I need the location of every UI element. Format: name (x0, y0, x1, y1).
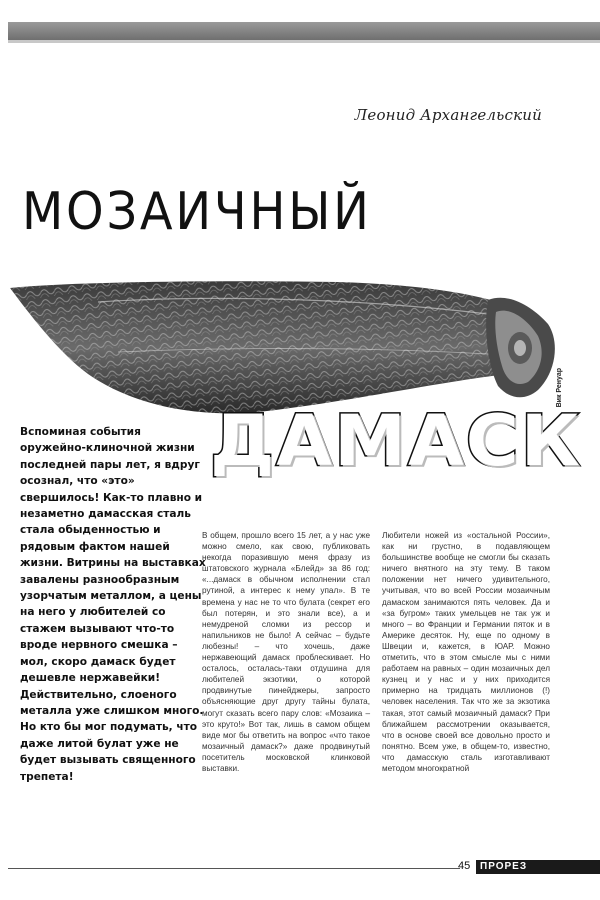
photo-credit: Вик Ренуар (556, 368, 563, 408)
article-column-3 (382, 530, 550, 774)
article-column-2 (202, 530, 370, 774)
magazine-name: ПРОРЕЗ (476, 860, 600, 874)
header-bar (8, 22, 600, 40)
author-name: Леонид Архангельский (354, 106, 542, 124)
page-number: 45 (458, 860, 471, 872)
column-3-text: Любители ножей из «остальной России», как ни грустно, в подавляющем большинстве вообще не смогли бы сказать ничего внятного на эту тему. В таком положении нет ничего удивительного, учитывая, что во всей России мозаичным дамаском занимаются пять человек. Да и «за бугром» таких умельцев не так уж и много – во Франции и Германии пяток и в Америке десяток. Ну, еще по одному в Швеции и, кажется, в ЮАР. Можно отметить, что в этом смысле мы с ними работаем на равных – один мозаичных дел кузнец и у нас и у них приходится примерно на тридцать миллионов (!) человек населения. Так что же за экзотика такая, этот самый мозаичный дамаск? При ближайшем рассмотрении оказывается, что в основе своей все довольно просто и понятно. Всем уже, в общем-то, известно, что дамасскую сталь изготавливают методом многократной (382, 531, 550, 773)
column-2-text: В общем, прошло всего 15 лет, а у нас уже можно смело, как свою, публиковать некогда поразившую меня фразу из штатовского журнала «Блейд» за 86 год: «...дамаск в обычном исполнении стал рутиной, а интерес к нему упал». В те времена у нас не то что булата (секрет его был потерян, и это знали все), а и немудреной сломки из рессор и напильников не было! А сейчас – будьте любезны! – что хочешь, даже нержавеющий дамаск проблескивает. Но осталось, осталась-таки отдушина для любителей экзотики, о которой продвинутые пинейджеры, запросто объясняющие друг другу тайны булата, могут сказать всего пару слов: «Мозаика – это круто!» Вот так, лишь в самом общем виде мог бы ответить на вопрос «что такое мозаичный дамаск?» даже продвинутый посетитель московской клинковой выставки. (202, 531, 370, 773)
title-line-1: МОЗАИЧНЫЙ (22, 182, 372, 242)
title-line-2: ДАМАСК (210, 400, 582, 482)
footer-rule (8, 868, 460, 869)
damascus-blade-photo (8, 262, 560, 422)
header-bar-underline (8, 40, 600, 43)
lead-paragraph: Вспоминая события оружейно-клиночной жизни последней пары лет, я вдруг осознал, что «это» свершилось! Как-то плавно и незаметно дамасская сталь стала обыденностью и рядовым фактом нашей жизни. Витрины на выставках завалены разнообразным узорчатым металлом, а цены на него у любителей со стажем вызывают что-то вроде нервного смешка – мол, скоро дамаск будет дешевле нержавейки! Действительно, слоеного металла уже слишком много. Но кто бы мог подумать, что даже литой булат уже не будет вызывать священного трепета! (20, 426, 206, 783)
